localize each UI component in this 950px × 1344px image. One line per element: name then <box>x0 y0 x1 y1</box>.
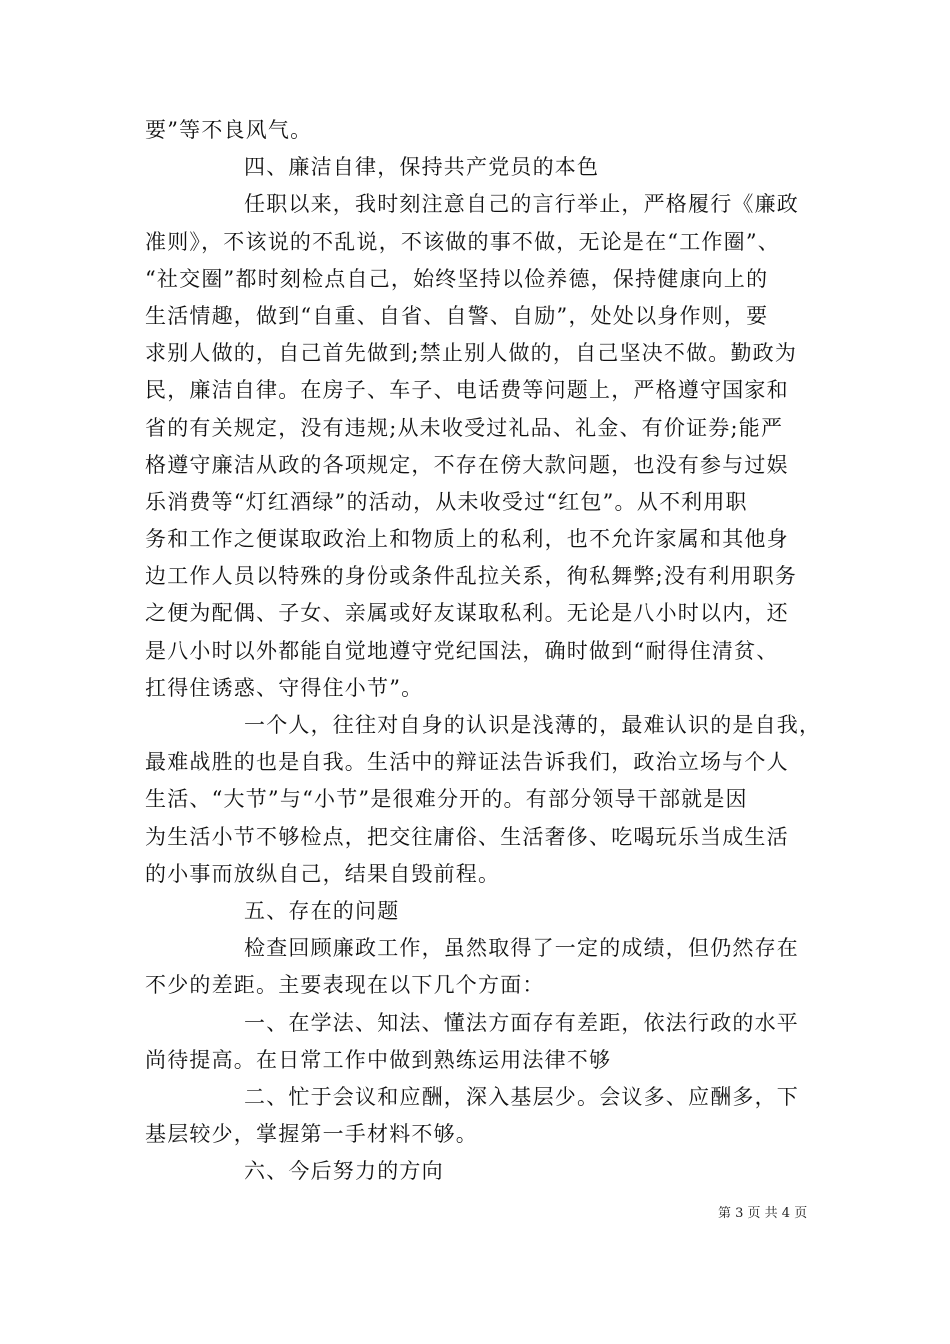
text-line: 一、在学法、知法、懂法方面存有差距，依法行政的水平 <box>244 1010 799 1035</box>
text-line: 准则》，不该说的不乱说，不该做的事不做，无论是在“工作圈”、 <box>145 229 780 254</box>
text-line: 要”等不良风气。 <box>145 118 313 142</box>
page-number-footer: 第 3 页 共 4 页 <box>718 1206 808 1221</box>
text-line: 务和工作之便谋取政治上和物质上的私利，也不允许家属和其他身 <box>145 527 789 552</box>
text-line: 扛得住诱惑、守得住小节”。 <box>145 675 424 700</box>
document-body <box>145 112 821 1190</box>
text-line: 格遵守廉洁从政的各项规定，不存在傍大款问题，也没有参与过娱 <box>145 452 789 477</box>
section-heading: 五、存在的问题 <box>244 898 400 923</box>
text-line: 生活情趣，做到“自重、自省、自警、自励”，处处以身作则，要 <box>145 303 769 328</box>
text-line: 民，廉洁自律。在房子、车子、电话费等问题上，严格遵守国家和 <box>145 378 789 403</box>
text-line: 任职以来，我时刻注意自己的言行举止，严格履行《廉政 <box>244 192 799 217</box>
text-line: 为生活小节不够检点，把交往庸俗、生活奢侈、吃喝玩乐当成生活 <box>145 824 789 849</box>
text-line: 二、忙于会议和应酬，深入基层少。会议多、应酬多，下 <box>244 1084 799 1109</box>
section-heading: 四、廉洁自律，保持共产党员的本色 <box>244 155 600 180</box>
text-line: 求别人做的，自己首先做到;禁止别人做的，自己坚决不做。勤政为 <box>145 341 798 366</box>
text-line: 是八小时以外都能自觉地遵守党纪国法，确时做到“耐得住清贫、 <box>145 638 779 663</box>
text-line: 检查回顾廉政工作，虽然取得了一定的成绩，但仍然存在 <box>244 936 799 961</box>
text-line: “社交圈”都时刻检点自己，始终坚持以俭养德，保持健康向上的 <box>145 266 769 291</box>
text-line: 最难战胜的也是自我。生活中的辩证法告诉我们，政治立场与个人 <box>145 750 789 775</box>
text-line: 之便为配偶、子女、亲属或好友谋取私利。无论是八小时以内，还 <box>145 601 789 626</box>
text-line: 不少的差距。主要表现在以下几个方面： <box>145 973 545 998</box>
text-line: 基层较少，掌握第一手材料不够。 <box>145 1122 478 1147</box>
text-line: 一个人，往往对自身的认识是浅薄的，最难认识的是自我， <box>244 713 822 737</box>
text-line: 生活、“大节”与“小节”是很难分开的。有部分领导干部就是因 <box>145 787 748 812</box>
section-heading: 六、今后努力的方向 <box>244 1159 444 1184</box>
text-line: 省的有关规定，没有违规;从未收受过礼品、礼金、有价证券;能严 <box>145 415 784 440</box>
text-line: 尚待提高。在日常工作中做到熟练运用法律不够 <box>145 1047 612 1072</box>
text-line: 的小事而放纵自己，结果自毁前程。 <box>145 861 501 886</box>
text-line: 乐消费等“灯红酒绿”的活动，从未收受过“红包”。从不利用职 <box>145 489 748 514</box>
text-line: 边工作人员以特殊的身份或条件乱拉关系，徇私舞弊;没有利用职务 <box>145 564 798 589</box>
